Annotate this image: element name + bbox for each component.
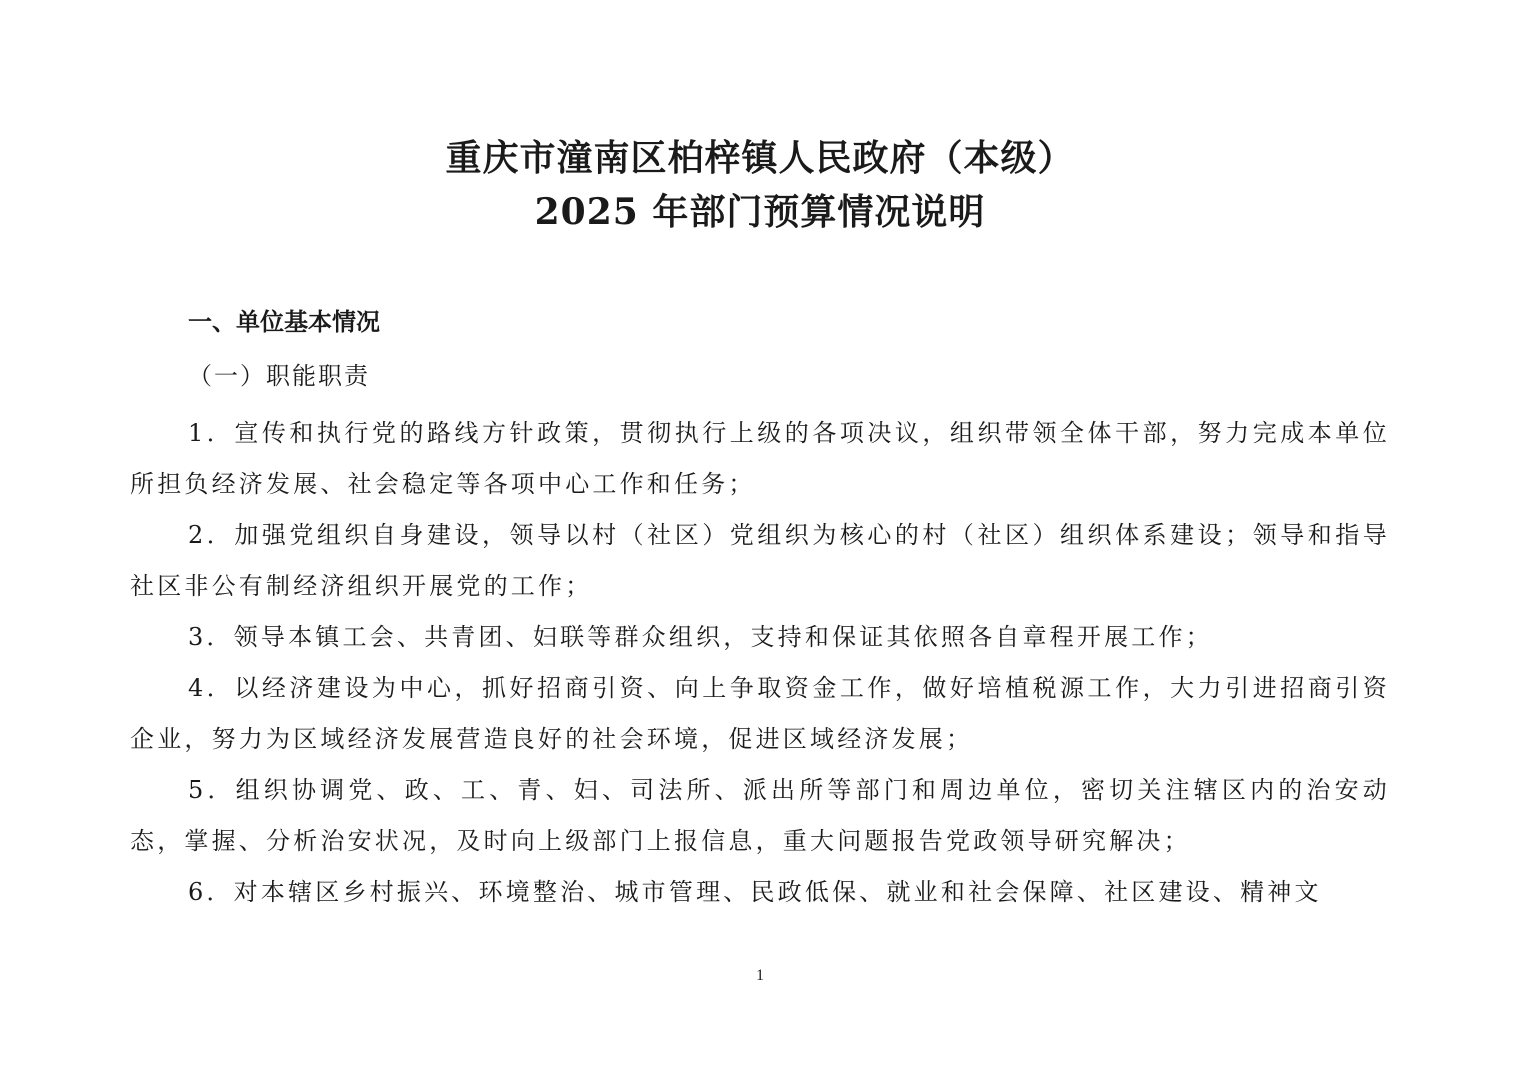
- paragraph-5: 5．组织协调党、政、工、青、妇、司法所、派出所等部门和周边单位，密切关注辖区内的治安动态，掌握、分析治安状况，及时向上级部门上报信息，重大问题报告党政领导研究解决；: [130, 776, 1390, 855]
- paragraph-3: 3．领导本镇工会、共青团、妇联等群众组织，支持和保证其依照各自章程开展工作；: [188, 623, 1213, 651]
- sub-heading: （一）职能职责: [188, 362, 370, 390]
- document-title-line2: 2025 年部门预算情况说明: [534, 191, 986, 233]
- section-heading: 一、单位基本情况: [188, 308, 380, 336]
- paragraph-2: 2．加强党组织自身建设，领导以村（社区）党组织为核心的村（社区）组织体系建设；领导和指导社区非公有制经济组织开展党的工作；: [130, 521, 1390, 600]
- paragraph-6: 6．对本辖区乡村振兴、环境整治、城市管理、民政低保、就业和社会保障、社区建设、精神文: [188, 878, 1322, 906]
- body-text: [130, 408, 1390, 918]
- paragraph-4: 4．以经济建设为中心，抓好招商引资、向上争取资金工作，做好培植税源工作，大力引进招商引资企业，努力为区域经济发展营造良好的社会环境，促进区域经济发展；: [130, 674, 1390, 753]
- document-title-line1: 重庆市潼南区柏梓镇人民政府（本级）: [445, 137, 1075, 179]
- page-number: 1: [756, 967, 764, 984]
- paragraph-1: 1．宣传和执行党的路线方针政策，贯彻执行上级的各项决议，组织带领全体干部，努力完成本单位所担负经济发展、社会稳定等各项中心工作和任务；: [130, 419, 1390, 498]
